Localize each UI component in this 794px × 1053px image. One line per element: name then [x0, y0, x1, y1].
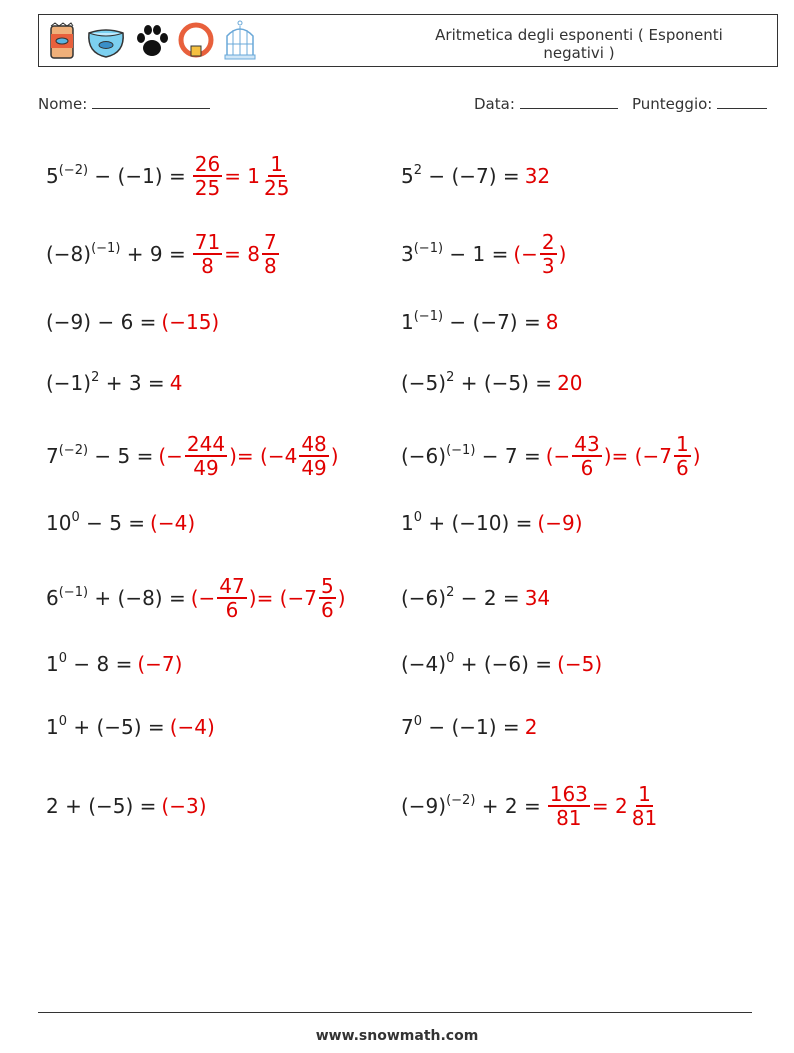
fraction-denominator: 6 [320, 598, 334, 622]
problem-base: (−6) [401, 444, 447, 468]
problem-answer [557, 652, 602, 676]
answer-value: 4 [169, 371, 183, 395]
answer-close: ) [330, 444, 339, 468]
footer-divider [38, 1012, 752, 1013]
answer-close: ) [337, 586, 346, 610]
pet-ring-icon [177, 22, 215, 60]
header-icons [47, 20, 257, 62]
problem-expression [401, 511, 532, 535]
problem-answer [161, 310, 219, 334]
problem-answer [525, 164, 550, 188]
problem-item [46, 230, 281, 278]
fraction-denominator: 6 [225, 598, 239, 622]
answer-value: (−9) [537, 511, 583, 535]
problem-item [46, 640, 182, 688]
problem-exponent: (−1) [91, 241, 121, 256]
fraction-numerator: 48 [301, 432, 327, 456]
answer-equals: = 1 [224, 164, 261, 188]
answer-value: 2 [524, 715, 538, 739]
problem-operation: − (−1) = [422, 715, 520, 739]
problem-expression [46, 371, 165, 395]
problem-expression [46, 715, 165, 739]
fish-bowl-icon [85, 23, 127, 59]
answer-value: (−15) [161, 310, 220, 334]
problem-exponent: 0 [58, 651, 68, 666]
problem-item [401, 230, 566, 278]
answer-value: 8 [545, 310, 559, 334]
answer-equals: = 8 [224, 242, 261, 266]
fraction-numerator: 7 [264, 230, 277, 254]
answer-equals: = (−7 [256, 586, 317, 610]
problem-answer [191, 575, 346, 621]
problem-exponent: 0 [413, 714, 423, 729]
fraction-denominator: 6 [580, 456, 594, 480]
name-label: Nome: [38, 95, 88, 113]
fraction-numerator: 43 [574, 432, 600, 456]
problem-answer [191, 231, 281, 277]
problem-expression [46, 586, 186, 610]
problem-item [46, 432, 339, 480]
answer-fraction [572, 433, 601, 479]
answer-close: ) [248, 586, 257, 610]
worksheet-title: Aritmetica degli esponenti ( Esponenti negativi ) [435, 26, 723, 62]
problem-exponent: 2 [413, 163, 423, 178]
fraction-denominator: 81 [631, 806, 658, 830]
problem-exponent: 0 [71, 510, 80, 525]
answer-close: ) [229, 444, 237, 468]
problem-operation: − 6 = [91, 310, 157, 334]
fish-food-icon [47, 22, 77, 60]
answer-value: 34 [524, 586, 551, 610]
problem-item [401, 499, 583, 547]
fraction-numerator: 163 [549, 782, 588, 806]
answer-close: ) [558, 242, 567, 266]
fraction-denominator: 25 [194, 176, 221, 200]
answer-open: (− [545, 444, 571, 468]
answer-open: (− [158, 444, 183, 468]
answer-close: ) [692, 444, 701, 468]
answer-open: (− [513, 242, 538, 266]
problem-answer [513, 231, 566, 277]
problem-expression [401, 310, 541, 334]
problem-answer [525, 586, 550, 610]
problem-operation: − (−1) = [88, 164, 186, 188]
problem-exponent: 2 [91, 370, 100, 385]
answer-equals: = (−7 [611, 444, 672, 468]
problem-exponent: (−1) [413, 309, 444, 324]
problem-answer [546, 783, 661, 829]
problem-exponent: 2 [446, 370, 455, 385]
name-field [38, 94, 210, 113]
fraction-numerator: 1 [270, 152, 284, 176]
score-label: Punteggio: [632, 95, 713, 113]
problem-operation: − (−7) = [422, 164, 520, 188]
problem-operation: + (−5) = [454, 371, 553, 395]
answer-value: (−7) [137, 652, 183, 676]
fraction-denominator: 49 [193, 456, 219, 480]
problem-expression [401, 715, 520, 739]
problem-base: (−5) [401, 371, 447, 395]
problem-base: 1 [46, 652, 59, 676]
fraction-denominator: 8 [264, 254, 277, 278]
problem-item [401, 298, 558, 346]
date-field [474, 94, 618, 113]
birdcage-icon [223, 20, 257, 62]
problem-expression [46, 794, 156, 818]
problem-operation: − (−7) = [443, 310, 541, 334]
problem-operation: + 9 = [120, 242, 186, 266]
problem-exponent: (−1) [58, 585, 89, 600]
problem-base: (−9) [46, 310, 92, 334]
problem-base: 10 [46, 511, 72, 535]
problem-answer [546, 310, 559, 334]
answer-open: (− [190, 586, 216, 610]
problem-operation: − 2 = [454, 586, 520, 610]
problem-exponent: (−2) [446, 793, 476, 808]
problem-item [46, 499, 195, 547]
problem-expression [46, 652, 132, 676]
problem-base: 1 [401, 310, 414, 334]
problem-expression [401, 371, 552, 395]
problem-item [46, 574, 346, 622]
problem-base: (−1) [46, 371, 92, 395]
fraction-denominator: 8 [201, 254, 214, 278]
answer-value: 32 [524, 164, 551, 188]
fraction-numerator: 71 [194, 230, 221, 254]
problem-exponent: 0 [58, 714, 68, 729]
problem-operation: − 5 = [79, 511, 146, 535]
worksheet-header [38, 14, 778, 67]
problem-base: (−9) [401, 794, 447, 818]
problem-expression [401, 242, 508, 266]
score-field [632, 94, 767, 113]
problem-exponent: 0 [413, 510, 423, 525]
problem-base: 5 [46, 164, 59, 188]
problem-base: 5 [401, 164, 414, 188]
problem-expression [46, 310, 156, 334]
problem-exponent: 0 [446, 651, 455, 666]
problem-base: 6 [46, 586, 59, 610]
answer-fraction [548, 783, 590, 829]
name-blank[interactable] [92, 94, 210, 109]
answer-value: (−4) [169, 715, 215, 739]
problem-exponent: (−2) [58, 443, 89, 458]
answer-fraction [193, 153, 222, 199]
answer-close: ) [603, 444, 612, 468]
answer-equals: = (−4 [236, 444, 298, 468]
problem-operation: + (−5) = [58, 794, 157, 818]
problem-item [401, 152, 550, 200]
fraction-denominator: 3 [541, 254, 555, 278]
problem-answer [546, 433, 701, 479]
problem-answer [170, 371, 183, 395]
fraction-numerator: 26 [194, 152, 221, 176]
answer-value: 20 [557, 371, 583, 395]
date-blank[interactable] [520, 94, 618, 109]
problem-answer [137, 652, 182, 676]
fraction-numerator: 244 [186, 432, 226, 456]
fraction-denominator: 6 [675, 456, 689, 480]
answer-fraction [262, 231, 279, 277]
problem-item [401, 574, 550, 622]
problem-exponent: (−1) [446, 443, 476, 458]
answer-fraction [630, 783, 659, 829]
fraction-numerator: 2 [541, 230, 555, 254]
problem-operation: + (−5) = [67, 715, 165, 739]
problem-operation: + (−10) = [422, 511, 533, 535]
problem-expression [401, 586, 520, 610]
answer-fraction [185, 433, 227, 479]
problem-expression [46, 164, 186, 188]
answer-fraction [674, 433, 691, 479]
problem-item [46, 298, 219, 346]
problem-item [401, 782, 661, 830]
problem-operation: − 8 = [67, 652, 133, 676]
problem-answer [191, 153, 294, 199]
problem-base: 1 [46, 715, 59, 739]
fraction-numerator: 1 [675, 432, 689, 456]
answer-value: (−3) [161, 794, 207, 818]
problem-expression [401, 794, 541, 818]
problem-expression [46, 444, 153, 468]
answer-fraction [540, 231, 557, 277]
problem-base: (−8) [46, 242, 92, 266]
problem-answer [525, 715, 538, 739]
answer-value: (−4) [150, 511, 196, 535]
problem-base: 1 [401, 511, 414, 535]
problem-expression [46, 511, 145, 535]
problem-base: 2 [46, 794, 59, 818]
fraction-denominator: 25 [264, 176, 290, 200]
score-blank[interactable] [717, 94, 767, 109]
problem-expression [401, 164, 520, 188]
problem-operation: − 1 = [443, 242, 509, 266]
problem-base: 3 [401, 242, 414, 266]
problem-item [401, 432, 701, 480]
problem-operation: + 3 = [99, 371, 165, 395]
fraction-denominator: 49 [301, 456, 327, 480]
fraction-numerator: 1 [638, 782, 651, 806]
problem-answer [161, 794, 206, 818]
problem-answer [170, 715, 215, 739]
problem-operation: + (−8) = [88, 586, 186, 610]
problem-exponent: (−2) [58, 163, 89, 178]
fraction-denominator: 81 [556, 806, 582, 830]
problem-item [46, 782, 207, 830]
problem-item [401, 703, 537, 751]
date-label: Data: [474, 95, 515, 113]
paw-icon [135, 23, 169, 59]
fraction-numerator: 5 [320, 574, 334, 598]
problem-base: 7 [401, 715, 414, 739]
problem-base: 7 [46, 444, 59, 468]
problem-operation: − 7 = [475, 444, 541, 468]
problem-expression [401, 652, 552, 676]
problem-answer [537, 511, 582, 535]
footer-url: www.snowmath.com [315, 1028, 479, 1044]
answer-equals: = 2 [591, 794, 628, 818]
problem-expression [46, 242, 186, 266]
problem-expression [401, 444, 541, 468]
answer-fraction [319, 575, 336, 621]
problem-answer [158, 433, 338, 479]
problem-exponent: 2 [446, 585, 455, 600]
problem-exponent: (−1) [413, 241, 444, 256]
problem-base: (−6) [401, 586, 447, 610]
answer-fraction [262, 153, 291, 199]
problem-item [46, 152, 293, 200]
answer-value: (−5) [557, 652, 603, 676]
problem-item [401, 640, 602, 688]
problem-operation: + (−6) = [454, 652, 553, 676]
answer-fraction [193, 231, 222, 277]
problem-answer [150, 511, 195, 535]
problem-base: (−4) [401, 652, 447, 676]
fraction-numerator: 47 [219, 574, 245, 598]
problem-item [401, 359, 583, 407]
problem-answer [557, 371, 582, 395]
problem-item [46, 703, 215, 751]
problem-operation: − 5 = [88, 444, 154, 468]
problem-item [46, 359, 182, 407]
answer-fraction [299, 433, 328, 479]
answer-fraction [217, 575, 246, 621]
problem-operation: + 2 = [475, 794, 541, 818]
